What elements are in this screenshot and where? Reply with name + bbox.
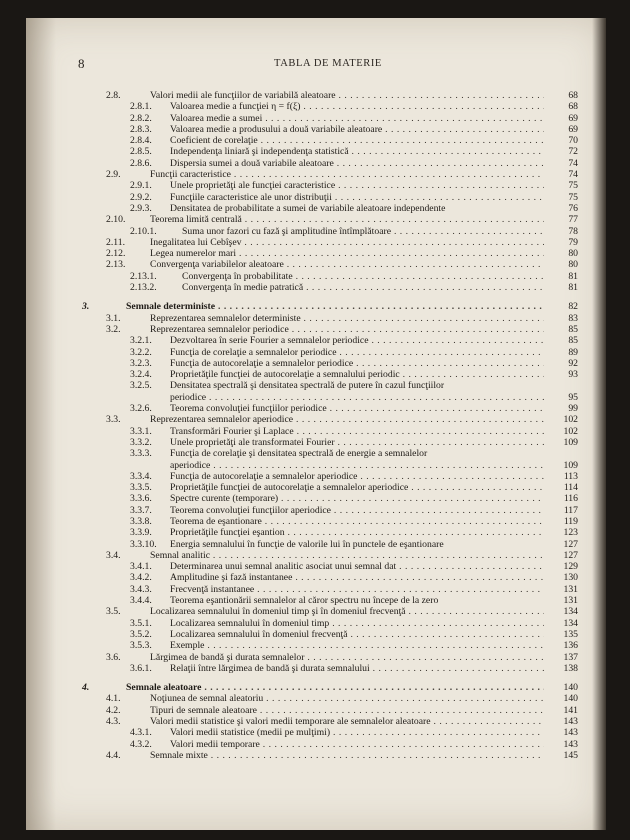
entry-page-number: 130 xyxy=(563,572,578,584)
entry-title: Teorema convoluţiei funcţiilor aperiodice . . . xyxy=(170,505,544,516)
entry-number: 3.3.5. xyxy=(130,482,152,494)
entry-page-number: 80 xyxy=(568,259,578,271)
entry-page-number: 117 xyxy=(563,504,578,516)
entry-number: 2.10.1. xyxy=(130,225,157,237)
entry-page-number: 102 xyxy=(563,414,578,426)
toc-entry xyxy=(78,705,578,716)
entry-number: 2.12. xyxy=(106,248,126,260)
toc-entry xyxy=(78,237,578,248)
entry-number: 3.2.3. xyxy=(130,357,152,369)
entry-number: 2.8.1. xyxy=(130,101,152,113)
entry-title: Determinarea unui semnal analitic asociat unui semnal dat . . . xyxy=(170,561,544,572)
entry-title: Transformări Fourier şi Laplace . . . xyxy=(170,426,544,437)
entry-page-number: 145 xyxy=(563,749,578,761)
entry-title: Reprezentarea semnalelor deterministe . . . xyxy=(150,313,544,324)
entry-title: Teorema eşantionării semnalelor al căror spectru nu începe de la zero xyxy=(170,595,439,607)
entry-page-number: 99 xyxy=(568,403,578,415)
toc-entry xyxy=(78,584,578,595)
entry-number: 3.4.3. xyxy=(130,583,152,595)
page-spine-shadow xyxy=(26,18,56,830)
entry-number: 2.8.5. xyxy=(130,146,152,158)
page-number: 8 xyxy=(78,56,85,71)
entry-page-number: 79 xyxy=(568,236,578,248)
entry-title: Teorema de eşantionare . . . xyxy=(170,516,544,527)
entry-page-number: 95 xyxy=(568,391,578,403)
entry-title: Dezvoltarea în serie Fourier a semnalelor periodice . . . xyxy=(170,335,544,346)
entry-page-number: 81 xyxy=(568,270,578,282)
entry-page-number: 137 xyxy=(563,651,578,663)
entry-page-number: 140 xyxy=(563,682,578,694)
entry-title: Frecvenţă instantanee . . . xyxy=(170,584,544,595)
entry-page-number: 131 xyxy=(563,595,578,607)
entry-page-number: 119 xyxy=(563,515,578,527)
entry-title: Semnale aleatoare . . . xyxy=(126,682,544,693)
entry-page-number: 113 xyxy=(563,470,578,482)
entry-number: 3.3.7. xyxy=(130,504,152,516)
entry-page-number: 85 xyxy=(568,335,578,347)
entry-number: 3.1. xyxy=(106,312,121,324)
toc-entry xyxy=(78,572,578,583)
toc-entry xyxy=(78,248,578,259)
entry-title: aperiodice . . . xyxy=(170,460,544,471)
toc-entry xyxy=(78,606,578,617)
entry-page-number: 143 xyxy=(563,716,578,728)
entry-page-number: 143 xyxy=(563,727,578,739)
toc-entry xyxy=(78,727,578,738)
toc-entry xyxy=(78,561,578,572)
entry-page-number: 136 xyxy=(563,640,578,652)
entry-title: Unele proprietăţi ale transformatei Fourier . . . xyxy=(170,437,544,448)
entry-number: 3. xyxy=(82,301,90,313)
toc-entry xyxy=(78,471,578,482)
toc-entry xyxy=(78,259,578,270)
toc-entry xyxy=(78,693,578,704)
entry-page-number: 92 xyxy=(568,357,578,369)
book-page xyxy=(26,18,606,830)
toc-entry xyxy=(78,203,578,214)
toc-entry xyxy=(78,214,578,225)
toc-entry xyxy=(78,426,578,437)
entry-number: 3.2.6. xyxy=(130,403,152,415)
entry-page-number: 76 xyxy=(568,202,578,214)
toc-entry xyxy=(78,527,578,538)
entry-page-number: 74 xyxy=(568,157,578,169)
entry-title: Semnale deterministe . . . xyxy=(126,301,544,312)
entry-number: 4.4. xyxy=(106,749,121,761)
entry-number: 4.3.2. xyxy=(130,738,152,750)
entry-title: Convergenţa variabilelor aleatoare . . . xyxy=(150,259,544,270)
entry-title: Valori medii statistice şi valori medii temporare ale semnalelor aleatoare . . . xyxy=(150,716,544,727)
entry-title: Noţiunea de semnal aleatoriu . . . xyxy=(150,693,544,704)
toc-entry xyxy=(78,550,578,561)
entry-number: 3.3. xyxy=(106,414,121,426)
entry-page-number: 74 xyxy=(568,169,578,181)
entry-page-number: 127 xyxy=(563,538,578,550)
toc-entry xyxy=(78,169,578,180)
entry-page-number: 77 xyxy=(568,214,578,226)
toc-entry xyxy=(78,146,578,157)
page-edge-shadow xyxy=(592,18,606,830)
entry-title: Funcţia de autocorelaţie a semnalelor periodice . . . xyxy=(170,358,544,369)
entry-page-number: 68 xyxy=(568,90,578,101)
toc-entry xyxy=(78,716,578,727)
entry-page-number: 82 xyxy=(568,301,578,313)
entry-number: 3.2.4. xyxy=(130,369,152,381)
entry-number: 3.4.1. xyxy=(130,561,152,573)
toc-chapter xyxy=(78,682,578,693)
entry-page-number: 123 xyxy=(563,527,578,539)
entry-page-number: 75 xyxy=(568,191,578,203)
entry-number: 3.4. xyxy=(106,549,121,561)
toc-entry xyxy=(78,403,578,414)
entry-title: Funcţii caracteristice . . . xyxy=(150,169,544,180)
entry-number: 4.1. xyxy=(106,693,121,705)
toc-entry xyxy=(78,663,578,674)
entry-title: Amplitudine şi fază instantanee . . . xyxy=(170,572,544,583)
toc-entry xyxy=(78,460,578,471)
entry-title: Legea numerelor mari . . . xyxy=(150,248,544,259)
toc-entry xyxy=(78,482,578,493)
toc-entry xyxy=(78,324,578,335)
entry-number: 2.13.1. xyxy=(130,270,157,282)
entry-number: 4.3.1. xyxy=(130,727,152,739)
entry-number: 3.2. xyxy=(106,323,121,335)
entry-number: 4. xyxy=(82,682,90,694)
page-title: TABLA DE MATERIE xyxy=(274,58,382,69)
entry-number: 2.13. xyxy=(106,259,126,271)
entry-number: 2.8.6. xyxy=(130,157,152,169)
entry-number: 3.3.4. xyxy=(130,470,152,482)
toc-entry xyxy=(78,539,578,550)
entry-title: Energia semnalului în funcţie de valorile lui în punctele de eşantionare xyxy=(170,538,444,550)
entry-number: 3.3.10. xyxy=(130,538,157,550)
toc-entry xyxy=(78,226,578,237)
entry-title: Densitatea de probabilitate a sumei de variabile aleatoare independente xyxy=(170,202,446,214)
entry-page-number: 70 xyxy=(568,135,578,147)
entry-page-number: 143 xyxy=(563,738,578,750)
entry-page-number: 109 xyxy=(563,459,578,471)
toc-entry xyxy=(78,618,578,629)
entry-title: Relaţii între lărgimea de bandă şi durata semnalului . . . xyxy=(170,663,544,674)
entry-title: Funcţia de autocorelaţie a semnalelor aperiodice . . . xyxy=(170,471,544,482)
entry-number: 2.10. xyxy=(106,214,126,226)
entry-title: Valoarea medie a sumei . . . xyxy=(170,113,544,124)
entry-number: 4.2. xyxy=(106,704,121,716)
entry-number: 2.9.2. xyxy=(130,191,152,203)
entry-title: Suma unor fazori cu fază şi amplitudine întîmplătoare . . . xyxy=(182,226,544,237)
toc-entry xyxy=(78,369,578,380)
toc-entry xyxy=(78,516,578,527)
entry-number: 3.5.1. xyxy=(130,617,152,629)
toc-entry xyxy=(78,158,578,169)
entry-number: 3.4.4. xyxy=(130,595,152,607)
toc-entry xyxy=(78,124,578,135)
entry-number: 3.3.2. xyxy=(130,436,152,448)
entry-page-number: 135 xyxy=(563,628,578,640)
entry-number: 3.6.1. xyxy=(130,662,152,674)
entry-title: Localizarea semnalului în domeniul timp şi în domeniul frecvenţă . . . xyxy=(150,606,544,617)
entry-number: 3.3.6. xyxy=(130,493,152,505)
entry-page-number: 129 xyxy=(563,561,578,573)
entry-title: periodice . . . xyxy=(170,392,544,403)
entry-title: Valori medii temporare . . . xyxy=(170,739,544,750)
entry-number: 2.9.1. xyxy=(130,180,152,192)
toc-entry xyxy=(78,629,578,640)
entry-page-number: 69 xyxy=(568,112,578,124)
entry-title: Proprietăţile funcţiei de autocorelaţie a semnalelor aperiodice . . . xyxy=(170,482,544,493)
entry-title: Independenţa liniară şi independenţa statistică . . . xyxy=(170,146,544,157)
entry-number: 3.3.3. xyxy=(130,448,152,460)
entry-title: Valoarea medie a funcţiei η = f(ξ) . . . xyxy=(170,101,544,112)
entry-number: 3.5. xyxy=(106,606,121,618)
toc-entry xyxy=(78,180,578,191)
page-header xyxy=(78,58,578,72)
table-of-contents xyxy=(78,90,578,761)
entry-page-number: 85 xyxy=(568,323,578,335)
toc-entry xyxy=(78,135,578,146)
entry-page-number: 75 xyxy=(568,180,578,192)
entry-page-number: 134 xyxy=(563,617,578,629)
toc-entry xyxy=(78,313,578,324)
entry-number: 3.5.2. xyxy=(130,628,152,640)
toc-chapter xyxy=(78,301,578,312)
entry-title: Convergenţa în medie patratică . . . xyxy=(182,282,544,293)
entry-title: Teorema convoluţiei funcţiilor periodice . . . xyxy=(170,403,544,414)
toc-entry xyxy=(78,282,578,293)
entry-number: 2.8.3. xyxy=(130,123,152,135)
entry-title: Funcţiile caracteristice ale unor distribuţii . . . xyxy=(170,192,544,203)
entry-number: 3.5.3. xyxy=(130,640,152,652)
entry-page-number: 81 xyxy=(568,282,578,294)
entry-title: Semnale mixte . . . xyxy=(150,750,544,761)
entry-number: 2.9.3. xyxy=(130,202,152,214)
entry-title: Exemple . . . xyxy=(170,640,544,651)
entry-page-number: 69 xyxy=(568,123,578,135)
entry-title: Convergenţa în probabilitate . . . xyxy=(182,271,544,282)
toc-entry xyxy=(78,113,578,124)
entry-page-number: 116 xyxy=(563,493,578,505)
entry-page-number: 93 xyxy=(568,369,578,381)
entry-title: Spectre curente (temporare) . . . xyxy=(170,493,544,504)
entry-title: Teorema limită centrală . . . xyxy=(150,214,544,225)
entry-number: 2.13.2. xyxy=(130,282,157,294)
entry-title: Valori medii statistice (medii pe mulţimi) . . . xyxy=(170,727,544,738)
entry-title: Lărgimea de bandă şi durata semnalelor . . . xyxy=(150,652,544,663)
entry-page-number: 134 xyxy=(563,606,578,618)
toc-entry xyxy=(78,437,578,448)
entry-page-number: 80 xyxy=(568,248,578,260)
entry-title: Semnal analitic . . . xyxy=(150,550,544,561)
entry-title: Localizarea semnalului în domeniul frecvenţă . . . xyxy=(170,629,544,640)
entry-page-number: 140 xyxy=(563,693,578,705)
entry-title: Reprezentarea semnalelor aperiodice . . . xyxy=(150,414,544,425)
toc-entry xyxy=(78,380,578,391)
entry-title: Valoarea medie a produsului a două variabile aleatoare . . . xyxy=(170,124,544,135)
toc-entry xyxy=(78,448,578,459)
toc-entry xyxy=(78,392,578,403)
entry-page-number: 72 xyxy=(568,146,578,158)
entry-title: Localizarea semnalului în domeniul timp . . . xyxy=(170,618,544,629)
entry-page-number: 127 xyxy=(563,549,578,561)
entry-title: Valori medii ale funcţiilor de variabilă aleatoare . . . xyxy=(150,90,544,101)
entry-number: 2.8.4. xyxy=(130,135,152,147)
entry-page-number: 131 xyxy=(563,583,578,595)
entry-number: 2.9. xyxy=(106,169,121,181)
entry-page-number: 141 xyxy=(563,704,578,716)
entry-page-number: 68 xyxy=(568,101,578,113)
entry-page-number: 102 xyxy=(563,425,578,437)
entry-number: 3.6. xyxy=(106,651,121,663)
toc-entry xyxy=(78,335,578,346)
entry-title: Reprezentarea semnalelor periodice . . . xyxy=(150,324,544,335)
entry-title: Coeficient de corelaţie . . . xyxy=(170,135,544,146)
entry-title: Densitatea spectrală şi densitatea spectrală de putere în cazul funcţiilor xyxy=(170,380,445,392)
entry-number: 3.2.5. xyxy=(130,380,152,392)
entry-number: 2.8.2. xyxy=(130,112,152,124)
toc-entry xyxy=(78,750,578,761)
toc-entry xyxy=(78,347,578,358)
entry-title: Proprietăţile funcţiei eşantion . . . xyxy=(170,527,544,538)
entry-page-number: 78 xyxy=(568,225,578,237)
entry-page-number: 114 xyxy=(563,482,578,494)
entry-title: Proprietăţile funcţiei de autocorelaţie a semnalului periodic . . . xyxy=(170,369,544,380)
entry-page-number: 138 xyxy=(563,662,578,674)
entry-page-number: 109 xyxy=(563,436,578,448)
entry-number: 2.11. xyxy=(106,236,126,248)
entry-title: Funcţia de corelaţie şi densitatea spectrală de energie a semnalelor xyxy=(170,448,428,460)
entry-number: 3.3.8. xyxy=(130,515,152,527)
toc-entry xyxy=(78,358,578,369)
toc-entry xyxy=(78,493,578,504)
toc-entry xyxy=(78,101,578,112)
toc-entry xyxy=(78,414,578,425)
entry-title: Funcţia de corelaţie a semnalelor periodice . . . xyxy=(170,347,544,358)
entry-number: 3.2.2. xyxy=(130,346,152,358)
entry-title: Tipuri de semnale aleatoare . . . xyxy=(150,705,544,716)
entry-number: 3.3.1. xyxy=(130,425,152,437)
entry-number: 2.8. xyxy=(106,90,121,101)
entry-number: 3.3.9. xyxy=(130,527,152,539)
toc-entry xyxy=(78,90,578,101)
entry-title: Unele proprietăţi ale funcţiei caracteristice . . . xyxy=(170,180,544,191)
toc-entry xyxy=(78,640,578,651)
entry-page-number: 89 xyxy=(568,346,578,358)
toc-entry xyxy=(78,595,578,606)
toc-entry xyxy=(78,271,578,282)
toc-entry xyxy=(78,739,578,750)
toc-entry xyxy=(78,652,578,663)
entry-page-number: 83 xyxy=(568,312,578,324)
entry-title: Inegalitatea lui Cebîşev . . . xyxy=(150,237,544,248)
entry-number: 3.4.2. xyxy=(130,572,152,584)
toc-entry xyxy=(78,192,578,203)
entry-title: Dispersia sumei a două variabile aleatoare . . . xyxy=(170,158,544,169)
entry-number: 4.3. xyxy=(106,716,121,728)
toc-entry xyxy=(78,505,578,516)
entry-number: 3.2.1. xyxy=(130,335,152,347)
